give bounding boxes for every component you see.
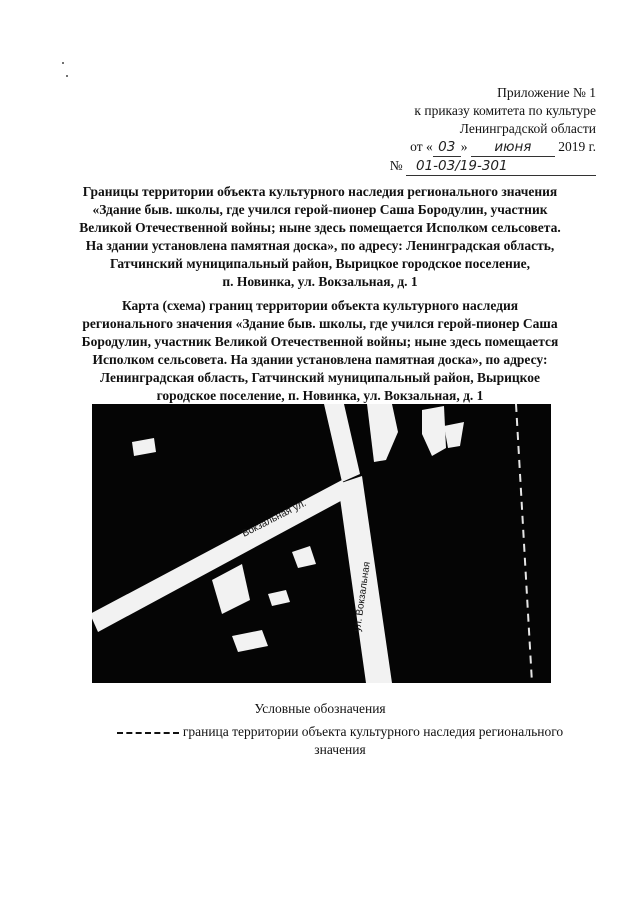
legend-entry [100, 723, 580, 759]
legend-title: Условные обозначения [254, 701, 386, 716]
map-image [92, 404, 551, 683]
date-month: июня [471, 138, 555, 157]
caption-line: городское поселение, п. Новинка, ул. Вокзальная, д. 1 [156, 388, 484, 403]
appendix-line: к приказу комитета по культуре [414, 103, 596, 118]
scan-speck [62, 62, 64, 64]
appendix-number [390, 157, 596, 176]
caption-line: Карта (схема) границ территории объекта культурного наследия [121, 298, 519, 313]
legend-text: значения [314, 742, 366, 757]
number-value: 01-03/19-301 [406, 157, 596, 176]
date-day: 03 [433, 138, 461, 157]
caption-line: Бородулин, участник Великой Отечественной войны; ныне здесь помещается [81, 334, 559, 349]
title-line: «Здание быв. школы, где учился герой-пионер Саша Бородулин, участник [92, 202, 548, 217]
appendix-line: Приложение № 1 [497, 85, 596, 100]
title-line: На здании установлена памятная доска», по адресу: Ленинградская область, [85, 238, 555, 253]
title-line: Гатчинский муниципальный район, Вырицкое городское поселение, [110, 256, 530, 271]
caption-line: Исполком сельсовета. На здании установлена памятная доска», по адресу: [92, 352, 548, 367]
title-line: п. Новинка, ул. Вокзальная, д. 1 [222, 274, 418, 289]
appendix-header [390, 84, 596, 176]
document-title [60, 183, 580, 291]
date-mid: » [460, 139, 468, 154]
title-line: Границы территории объекта культурного наследия регионального значения [82, 184, 558, 199]
title-line: Великой Отечественной войны; ныне здесь помещается Исполком сельсовета. [79, 220, 561, 235]
map-label-street: ул. Вокзальная [352, 560, 373, 633]
appendix-line: Ленинградской области [459, 121, 596, 136]
date-prefix: от « [410, 139, 433, 154]
scan-speck [66, 75, 68, 77]
legend-text: граница территории объекта культурного наследия регионального [182, 724, 564, 739]
appendix-date [390, 138, 596, 157]
map-caption [60, 297, 580, 405]
number-prefix: № [389, 158, 403, 173]
date-year: 2019 г. [558, 139, 596, 154]
boundary-dash-symbol [117, 732, 179, 734]
boundary-map [92, 404, 551, 683]
caption-line: регионального значения «Здание быв. школы, где учился герой-пионер Саша [82, 316, 558, 331]
caption-line: Ленинградская область, Гатчинский муниципальный район, Вырицкое [100, 370, 540, 385]
map-label-street: Вокзальная ул. [240, 497, 309, 540]
